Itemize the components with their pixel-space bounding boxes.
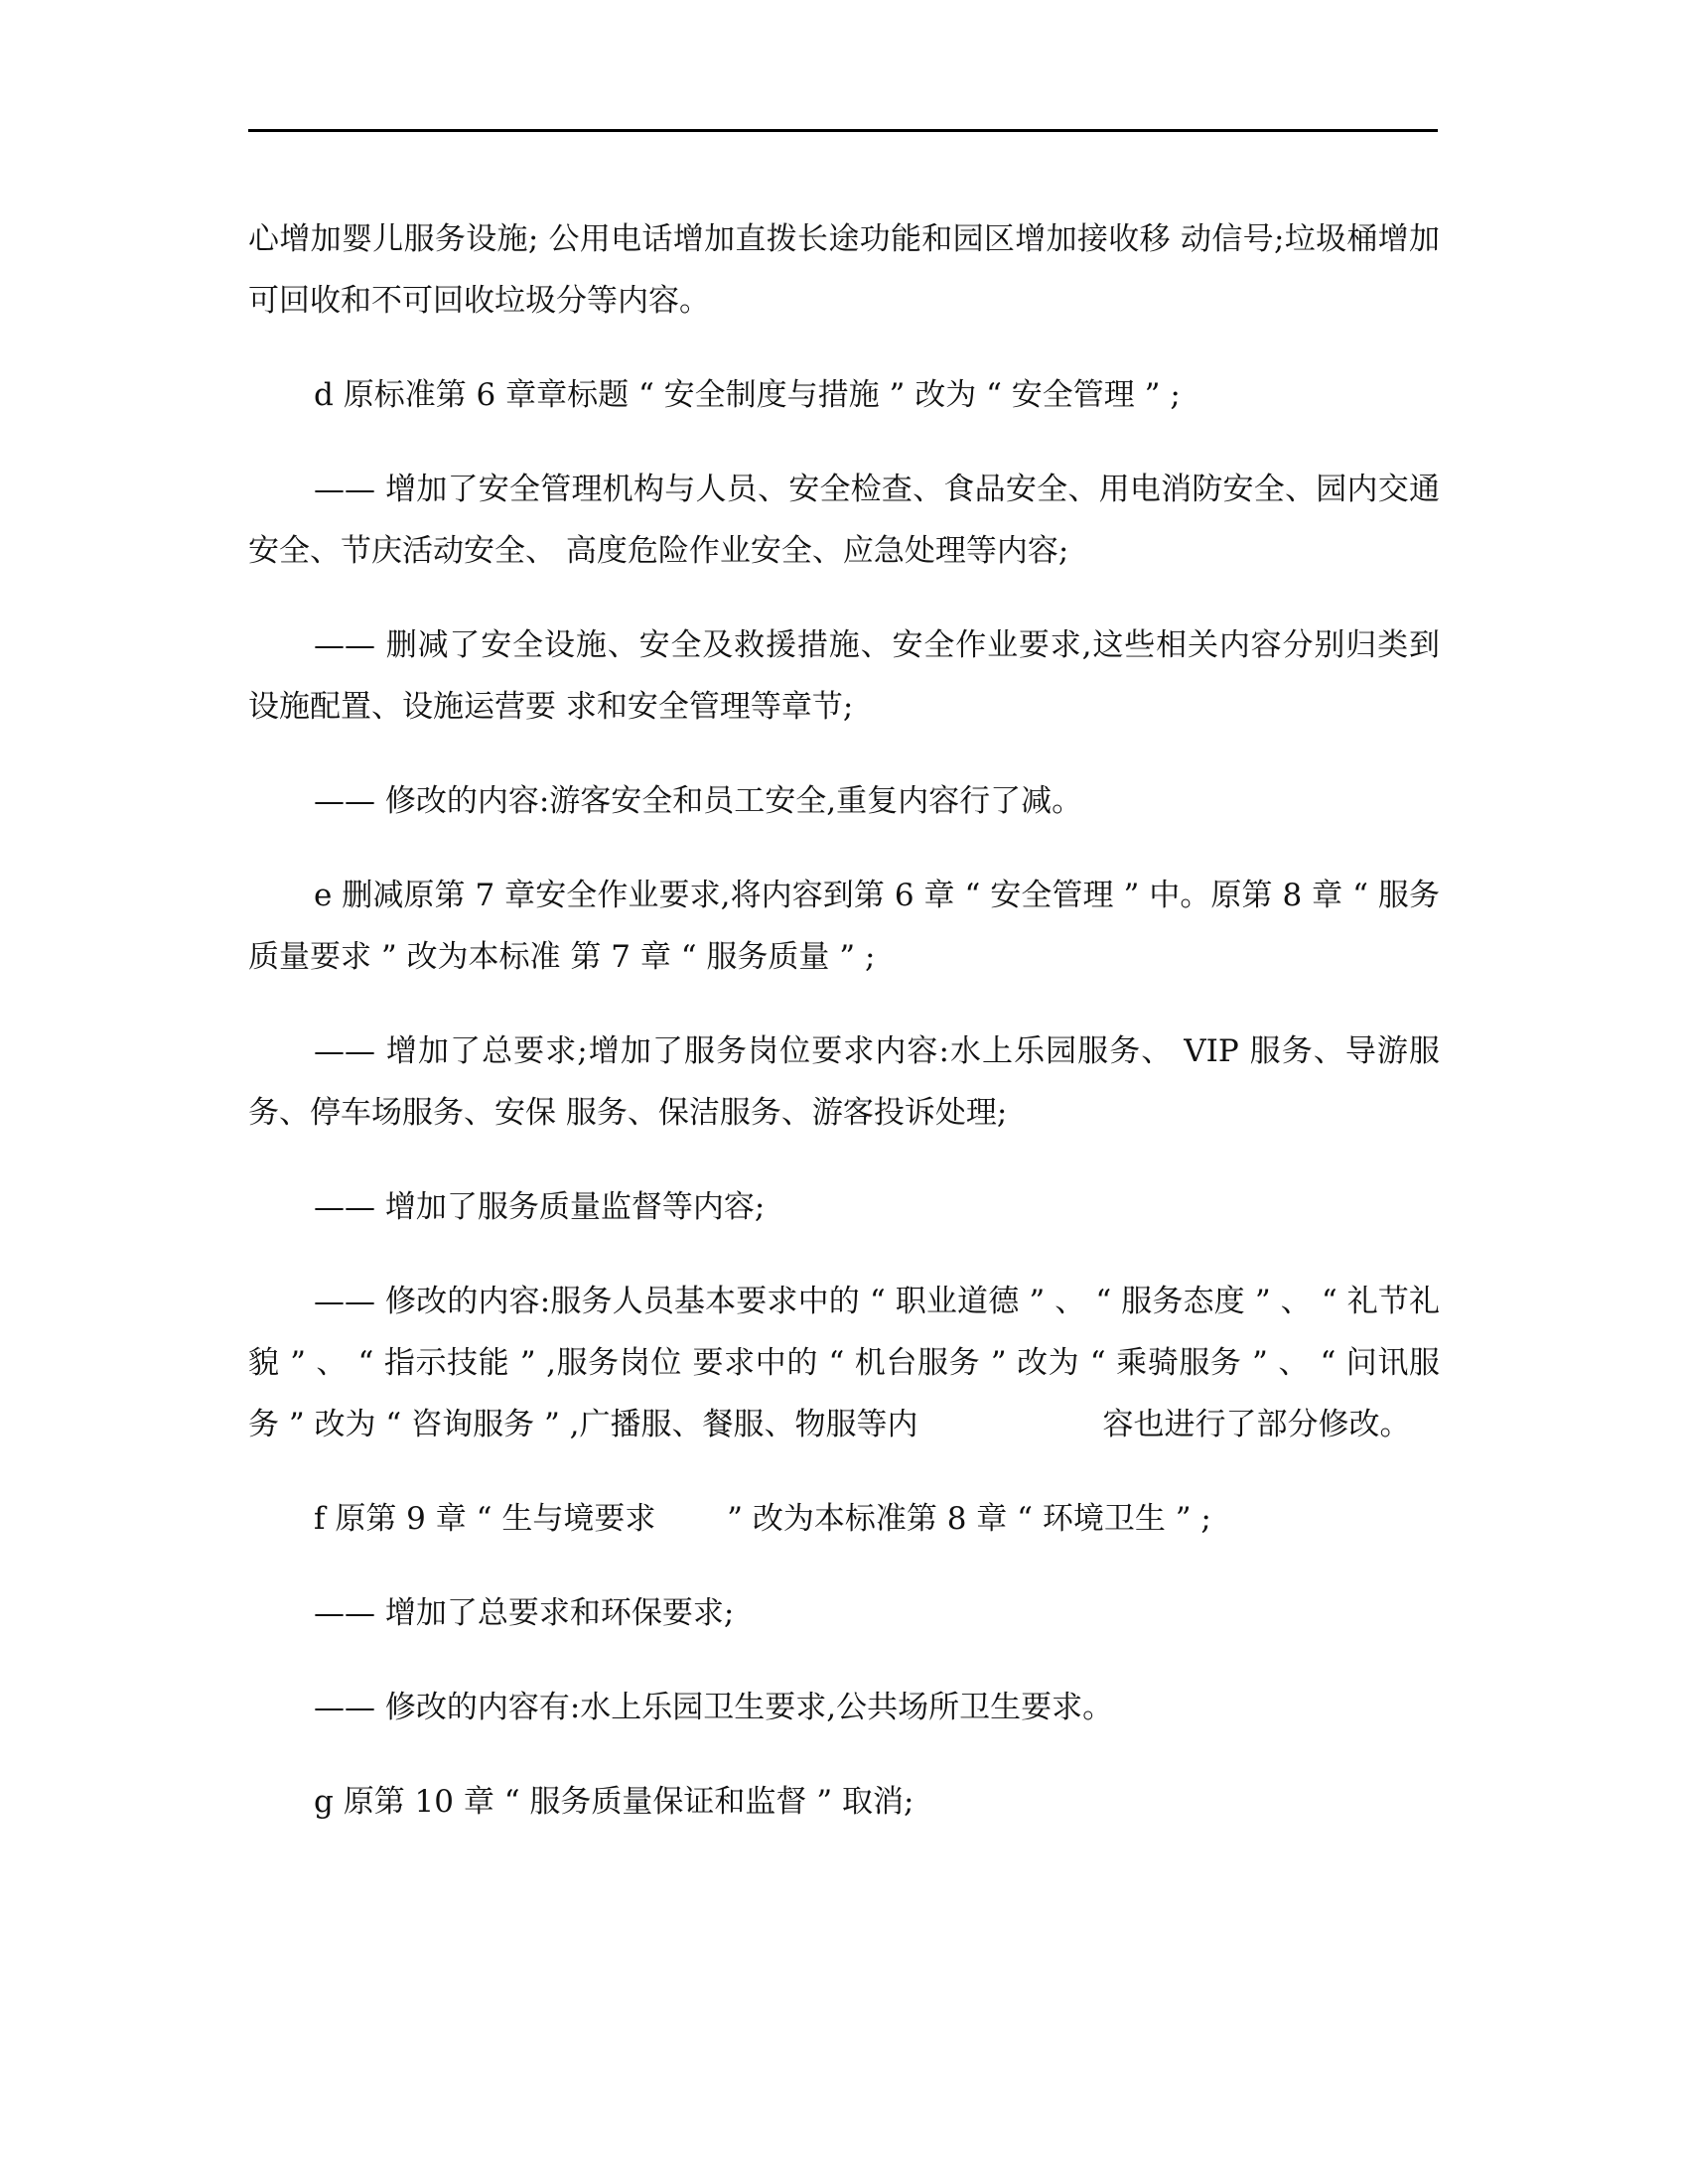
paragraph-e-added-requirements: —— 增加了总要求;增加了服务岗位要求内容:水上乐园服务、 VIP 服务、导游服务、停车场服务、安保 服务、保洁服务、游客投诉处理; (248, 1033, 1440, 1131)
paragraph-f-modified: —— 修改的内容有:水上乐园卫生要求,公共场所卫生要求。 (314, 1690, 1114, 1725)
paragraph-d-modified: —— 修改的内容:游客安全和员工安全,重复内容行了减。 (314, 783, 1083, 819)
paragraph-d-added: —— 增加了安全管理机构与人员、安全检查、食品安全、用电消防安全、园内交通安全、节庆活动安全、 高度危险作业安全、应急处理等内容; (248, 472, 1440, 569)
paragraph-continuation: 心增加婴儿服务设施; 公用电话增加直拨长途功能和园区增加接收移 动信号;垃圾桶增加可回收和不可回收垃圾分等内容。 (248, 221, 1440, 319)
paragraph-item-g: g 原第 10 章 “ 服务质量保证和监督 ” 取消; (314, 1784, 914, 1820)
paragraph-f-added: —— 增加了总要求和环保要求; (314, 1595, 735, 1631)
paragraph-item-e: e 删减原第 7 章安全作业要求,将内容到第 6 章 “ 安全管理 ” 中。原第 8 章 “ 服务质量要求 ” 改为本标准 第 7 章 “ 服务质量 ” ; (248, 878, 1440, 975)
paragraph-d-removed: —— 删减了安全设施、安全及救援措施、安全作业要求,这些相关内容分别归类到设施配置、设施运营要 求和安全管理等章节; (248, 627, 1440, 725)
document-body (248, 208, 1440, 1833)
paragraph-e-modified: —— 修改的内容:服务人员基本要求中的 “ 职业道德 ” 、 “ 服务态度 ” 、 “ 礼节礼貌 ” 、 “ 指示技能 ” ,服务岗位 要求中的 “ 机台服务 ” 改为 “ 乘骑服务 ” 、 “ 问讯服务 ” 改为 “ 咨询服务 ” ,广播服、餐服、物服等内 容也进行了部分修改。 (248, 1284, 1440, 1442)
header-rule (248, 129, 1438, 132)
paragraph-e-added-supervision: —— 增加了服务质量监督等内容; (314, 1189, 766, 1225)
paragraph-item-d: d 原标准第 6 章章标题 “ 安全制度与措施 ” 改为 “ 安全管理 ” ; (314, 377, 1181, 413)
paragraph-item-f: f 原第 9 章 “ 生与境要求 ” 改为本标准第 8 章 “ 环境卫生 ” ; (314, 1501, 1211, 1537)
